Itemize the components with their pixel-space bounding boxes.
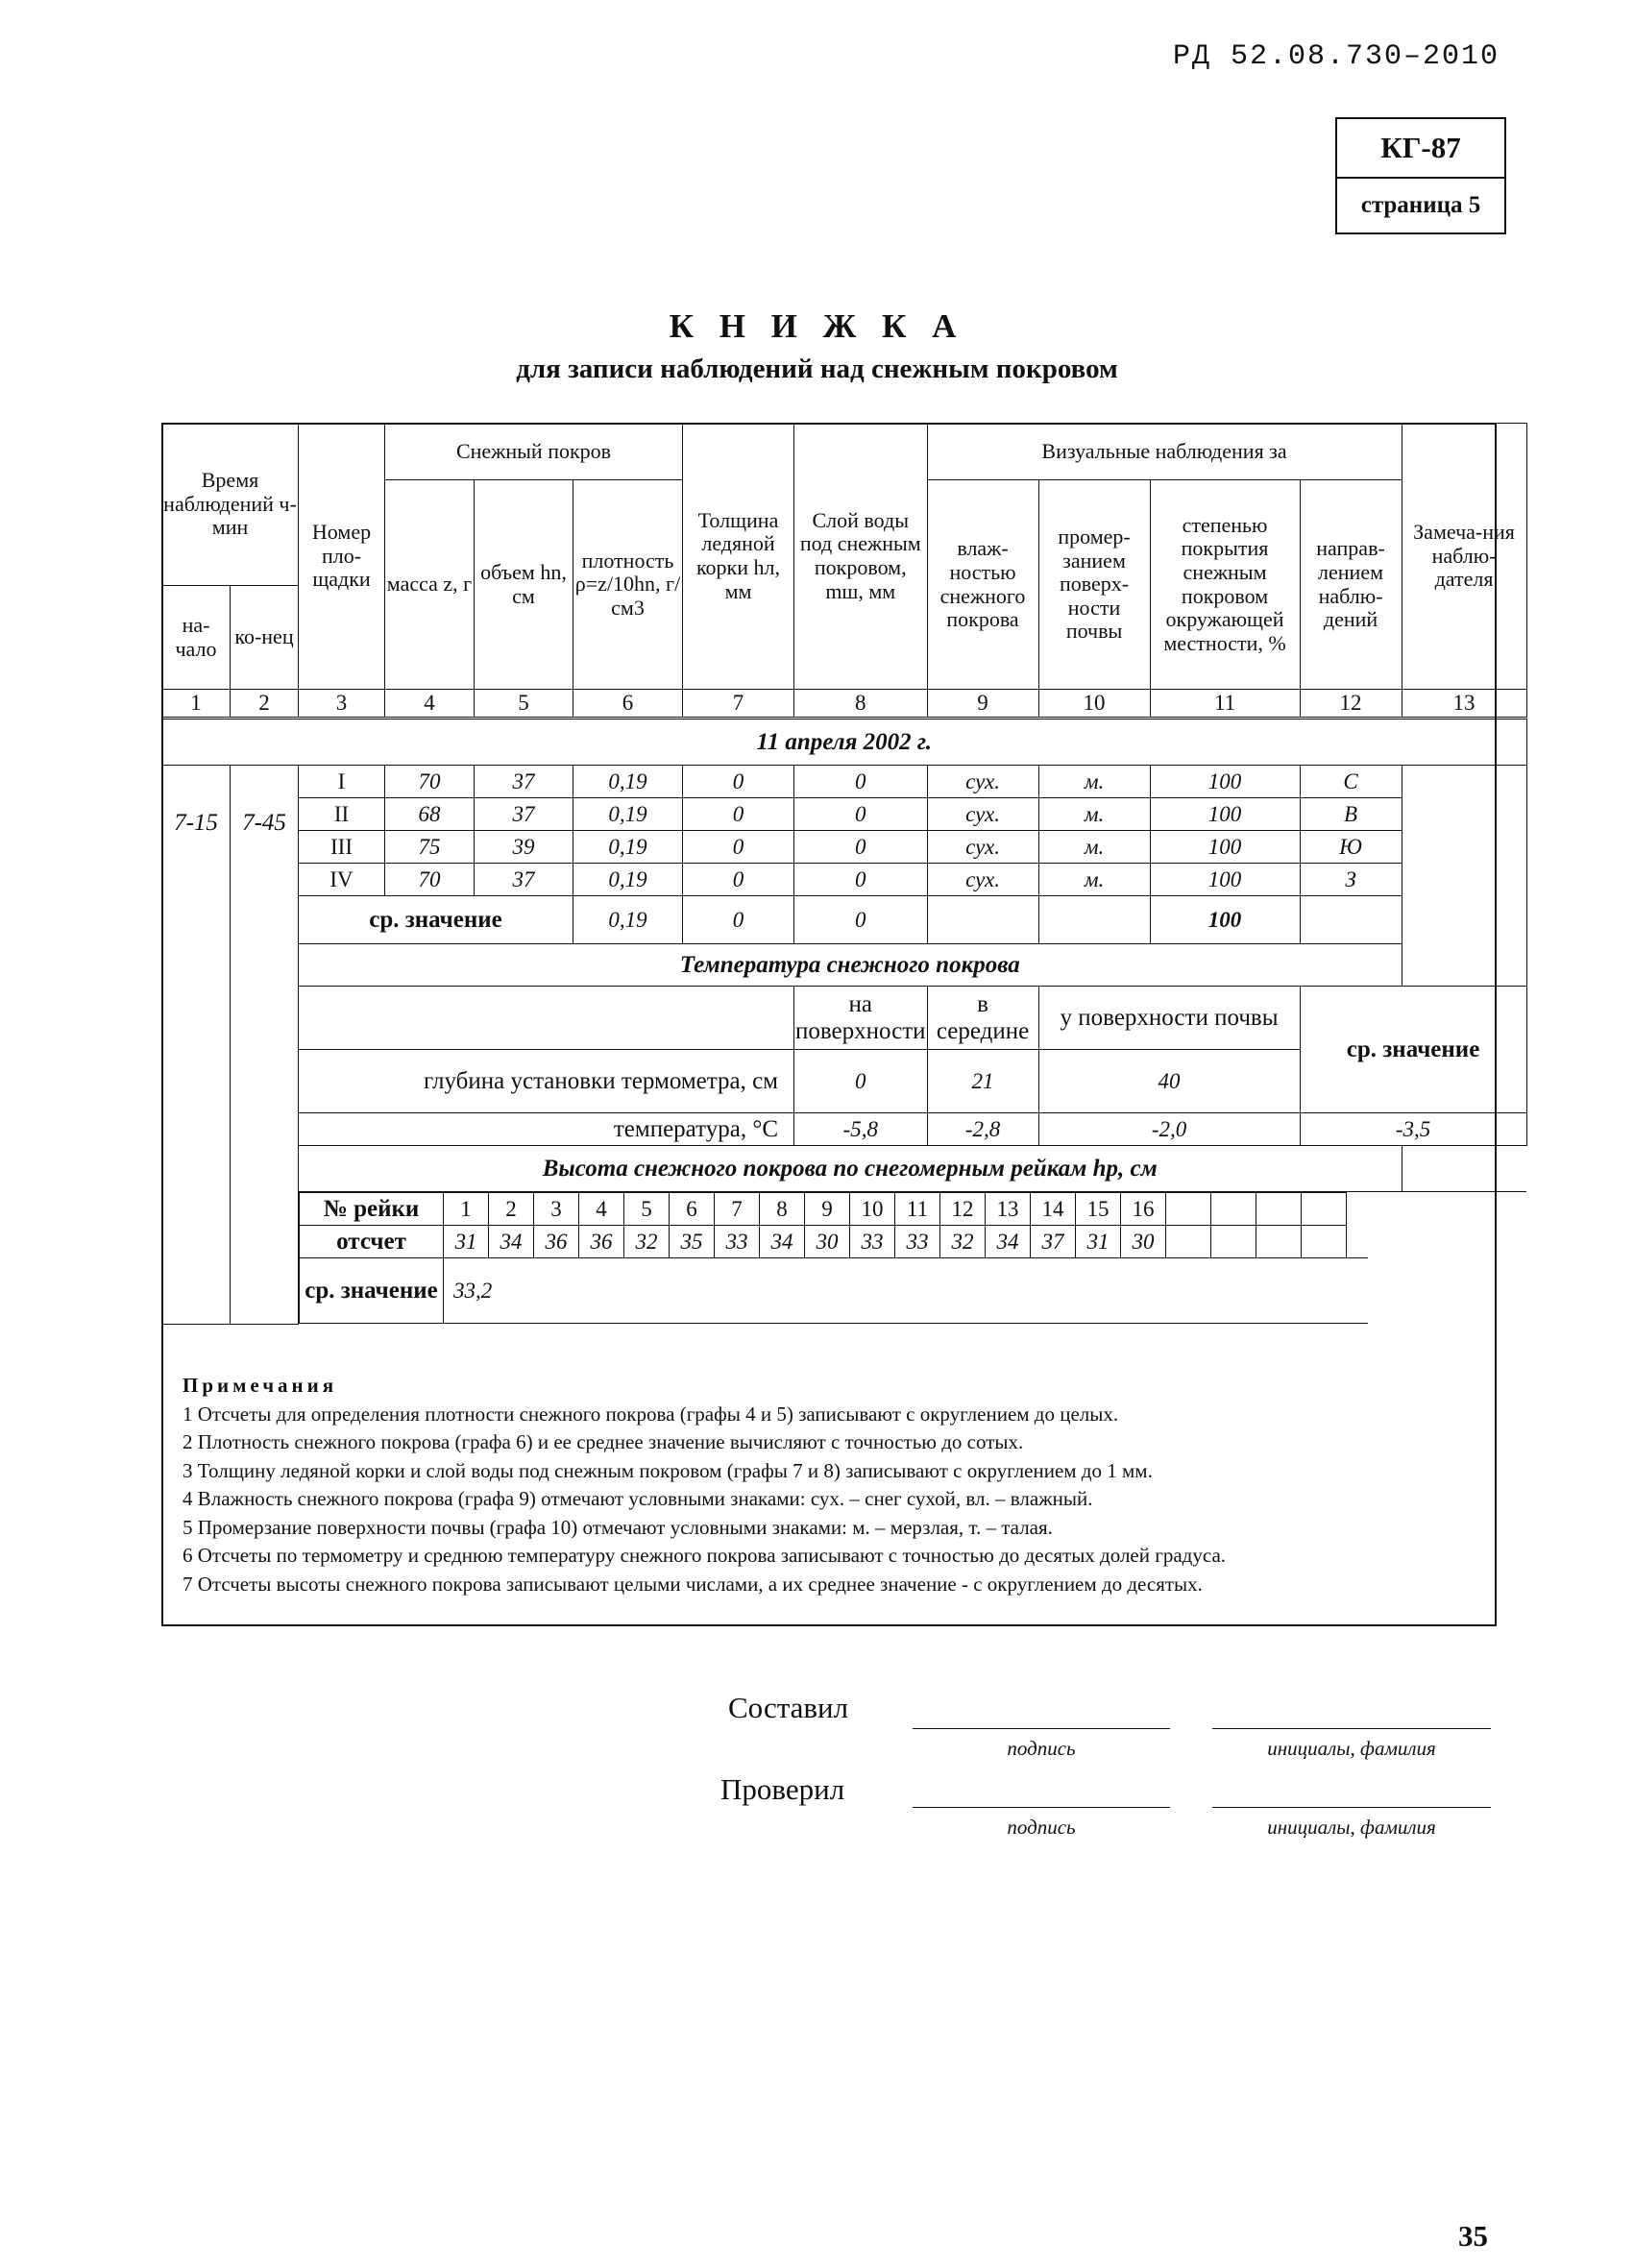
rod-number: 6 (670, 1193, 715, 1226)
col-number: 12 (1300, 690, 1402, 719)
volume-value: 39 (475, 831, 573, 864)
rod-number: 13 (986, 1193, 1031, 1226)
col-number: 5 (475, 690, 573, 719)
name-caption: инициалы, фамилия (1267, 1816, 1436, 1839)
coverage-value: 100 (1150, 798, 1300, 831)
rod-number: 8 (760, 1193, 805, 1226)
rod-reading: 33 (850, 1226, 895, 1258)
depth-label: глубина установки термометра, см (299, 1050, 794, 1113)
mass-value: 70 (385, 864, 475, 896)
signature-caption: подпись (1007, 1816, 1076, 1839)
site-number: II (299, 798, 385, 831)
time-start: 7-15 (162, 766, 231, 1325)
rod-number: 16 (1121, 1193, 1166, 1226)
rods-block (299, 1192, 1527, 1325)
observation-date: 11 апреля 2002 г. (162, 719, 1527, 766)
depth-middle: 21 (927, 1050, 1038, 1113)
density-value: 0,19 (573, 766, 683, 798)
notes-heading: Примечания (183, 1374, 338, 1397)
mean-coverage: 100 (1150, 896, 1300, 944)
page-subtitle: для записи наблюдений над снежным покровом (516, 354, 1118, 384)
rods-table (299, 1192, 1368, 1324)
depth-soil: 40 (1038, 1050, 1300, 1113)
freezing-value: м. (1038, 831, 1150, 864)
rod-number: 15 (1076, 1193, 1121, 1226)
ice-value: 0 (683, 864, 794, 896)
signature-caption: подпись (1007, 1737, 1076, 1760)
rod-number: 11 (895, 1193, 940, 1226)
time-header: Время наблюдений ч-мин (162, 424, 299, 586)
volume-value: 37 (475, 766, 573, 798)
direction-value: Ю (1300, 831, 1402, 864)
rod-reading: 36 (579, 1226, 624, 1258)
remarks-header: Замеча-ния наблю-дателя (1402, 424, 1526, 690)
form-code: КГ-87 (1337, 119, 1504, 179)
col-number: 3 (299, 690, 385, 719)
rod-number: 3 (534, 1193, 579, 1226)
temp-middle-header: в середине (927, 987, 1038, 1050)
coverage-value: 100 (1150, 766, 1300, 798)
mean-moisture (927, 896, 1038, 944)
rod-number: 14 (1031, 1193, 1076, 1226)
rod-reading: 30 (1121, 1226, 1166, 1258)
rod-reading: 35 (670, 1226, 715, 1258)
col-number: 6 (573, 690, 683, 719)
rod-reading: 31 (444, 1226, 489, 1258)
temp-mean-header: ср. значение (1300, 987, 1526, 1113)
checked-label: Проверил (720, 1772, 845, 1806)
checked-name-line[interactable] (1212, 1807, 1491, 1808)
temp-soil-header: у поверхности почвы (1038, 987, 1300, 1050)
mean-freezing (1038, 896, 1150, 944)
form-page: страница 5 (1360, 192, 1481, 218)
coverage-header: степенью покрытия снежным покровом окружающей местности, % (1150, 480, 1300, 690)
mean-direction (1300, 896, 1402, 944)
coverage-value: 100 (1150, 831, 1300, 864)
rod-number: 4 (579, 1193, 624, 1226)
mass-value: 68 (385, 798, 475, 831)
ice-header: Толщина ледяной корки hл, мм (683, 424, 794, 690)
col-number: 9 (927, 690, 1038, 719)
rod-reading: 34 (760, 1226, 805, 1258)
end-header: ко-нец (231, 586, 299, 690)
rod-reading (1256, 1226, 1302, 1258)
temperature-label: температура, °С (299, 1113, 794, 1146)
rod-number (1166, 1193, 1211, 1226)
col-number: 1 (162, 690, 231, 719)
rods-title: Высота снежного покрова по снегомерным рейкам hp, см (299, 1146, 1402, 1192)
page-number: 35 (1458, 2219, 1488, 2253)
col-number: 4 (385, 690, 475, 719)
rods-mean: 33,2 (444, 1258, 1368, 1324)
site-number: IV (299, 864, 385, 896)
note-item: 5 Промерзание поверхности почвы (графа 10) отмечают условными знаками: м. – мерзлая, т. – талая. (183, 1515, 1053, 1539)
rod-reading: 36 (534, 1226, 579, 1258)
depth-surface: 0 (794, 1050, 928, 1113)
rod-reading: 32 (624, 1226, 670, 1258)
rod-reading: 33 (715, 1226, 760, 1258)
rod-reading (1302, 1226, 1347, 1258)
checked-signature-line[interactable] (913, 1807, 1170, 1808)
rod-reading: 30 (805, 1226, 850, 1258)
observation-table (161, 423, 1527, 1325)
volume-value: 37 (475, 798, 573, 831)
rod-number (1211, 1193, 1256, 1226)
temperature-corner (299, 987, 794, 1050)
note-item: 7 Отсчеты высоты снежного покрова записывают целыми числами, а их среднее значение - с округлением до десятых. (183, 1572, 1203, 1596)
density-header: плотность ρ=z/10hn, г/см3 (573, 480, 683, 690)
col-number: 8 (794, 690, 928, 719)
mass-value: 70 (385, 766, 475, 798)
note-item: 2 Плотность снежного покрова (графа 6) и ее среднее значение вычисляют с точностью до сотых. (183, 1430, 1024, 1453)
rod-number (1302, 1193, 1347, 1226)
rod-number: 1 (444, 1193, 489, 1226)
rod-number: 12 (940, 1193, 986, 1226)
moisture-value: сух. (927, 798, 1038, 831)
notes-section (183, 1372, 1489, 1598)
note-item: 3 Толщину ледяной корки и слой воды под снежным покровом (графы 7 и 8) записывают с округлением до 1 мм. (183, 1458, 1153, 1482)
freezing-value: м. (1038, 864, 1150, 896)
col-number: 2 (231, 690, 299, 719)
volume-header: объем hn, см (475, 480, 573, 690)
rod-number: 10 (850, 1193, 895, 1226)
water-value: 0 (794, 798, 928, 831)
page-title: К Н И Ж К А (669, 307, 965, 345)
rod-reading (1166, 1226, 1211, 1258)
ice-value: 0 (683, 831, 794, 864)
coverage-value: 100 (1150, 864, 1300, 896)
temperature-title: Температура снежного покрова (299, 944, 1402, 987)
rod-spacer (1347, 1193, 1368, 1226)
rod-number-label: № рейки (300, 1193, 444, 1226)
name-caption: инициалы, фамилия (1267, 1737, 1436, 1760)
rod-number (1256, 1193, 1302, 1226)
visual-header: Визуальные наблюдения за (927, 424, 1402, 480)
freezing-value: м. (1038, 798, 1150, 831)
direction-value: С (1300, 766, 1402, 798)
site-number: III (299, 831, 385, 864)
rod-number: 9 (805, 1193, 850, 1226)
col-number: 13 (1402, 690, 1526, 719)
density-value: 0,19 (573, 864, 683, 896)
col-number: 10 (1038, 690, 1150, 719)
water-value: 0 (794, 831, 928, 864)
time-end: 7-45 (231, 766, 299, 1325)
note-item: 6 Отсчеты по термометру и среднюю температуру снежного покрова записывают с точностью до десятых долей градуса. (183, 1544, 1227, 1567)
rod-spacer (1347, 1226, 1368, 1258)
temp-surface: -5,8 (794, 1113, 928, 1146)
mean-water: 0 (794, 896, 928, 944)
moisture-value: сух. (927, 831, 1038, 864)
moisture-value: сух. (927, 864, 1038, 896)
freezing-value: м. (1038, 766, 1150, 798)
form-code-box (1335, 117, 1506, 234)
freezing-header: промер-занием поверх-ности почвы (1038, 480, 1150, 690)
site-header: Номер пло-щадки (299, 424, 385, 690)
ice-value: 0 (683, 766, 794, 798)
temp-surface-header: на поверхности (794, 987, 928, 1050)
ice-value: 0 (683, 798, 794, 831)
water-value: 0 (794, 766, 928, 798)
moisture-value: сух. (927, 766, 1038, 798)
document-code: РД 52.08.730–2010 (1172, 40, 1500, 73)
rod-reading: 34 (986, 1226, 1031, 1258)
mass-header: масса z, г (385, 480, 475, 690)
rod-reading: 32 (940, 1226, 986, 1258)
snow-cover-header: Снежный покров (385, 424, 683, 480)
moisture-header: влаж-ностью снежного покрова (927, 480, 1038, 690)
density-value: 0,19 (573, 831, 683, 864)
compiled-label: Составил (728, 1691, 849, 1724)
reading-label: отсчет (300, 1226, 444, 1258)
temp-soil: -2,0 (1038, 1113, 1300, 1146)
temp-mean: -3,5 (1300, 1113, 1526, 1146)
mean-ice: 0 (683, 896, 794, 944)
compiled-name-line[interactable] (1212, 1728, 1491, 1729)
rod-reading: 34 (489, 1226, 534, 1258)
rod-reading: 31 (1076, 1226, 1121, 1258)
remarks-cell (1402, 766, 1526, 987)
rod-number: 7 (715, 1193, 760, 1226)
rod-reading (1211, 1226, 1256, 1258)
col-number: 11 (1150, 690, 1300, 719)
site-number: I (299, 766, 385, 798)
rod-number: 2 (489, 1193, 534, 1226)
direction-value: З (1300, 864, 1402, 896)
temp-middle: -2,8 (927, 1113, 1038, 1146)
volume-value: 37 (475, 864, 573, 896)
density-value: 0,19 (573, 798, 683, 831)
mass-value: 75 (385, 831, 475, 864)
note-item: 4 Влажность снежного покрова (графа 9) отмечают условными знаками: сух. – снег сухой, вл. – влажный. (183, 1487, 1093, 1510)
mean-density: 0,19 (573, 896, 683, 944)
rod-number: 5 (624, 1193, 670, 1226)
note-item: 1 Отсчеты для определения плотности снежного покрова (графы 4 и 5) записывают с округлением до целых. (183, 1402, 1119, 1426)
compiled-signature-line[interactable] (913, 1728, 1170, 1729)
rod-reading: 33 (895, 1226, 940, 1258)
direction-value: В (1300, 798, 1402, 831)
water-value: 0 (794, 864, 928, 896)
rod-reading: 37 (1031, 1226, 1076, 1258)
col-number: 7 (683, 690, 794, 719)
rods-mean-label: ср. значение (300, 1258, 444, 1324)
water-header: Слой воды под снежным покровом, mш, мм (794, 424, 928, 690)
mean-label: ср. значение (299, 896, 573, 944)
direction-header: направ-лением наблю-дений (1300, 480, 1402, 690)
start-header: на-чало (162, 586, 231, 690)
